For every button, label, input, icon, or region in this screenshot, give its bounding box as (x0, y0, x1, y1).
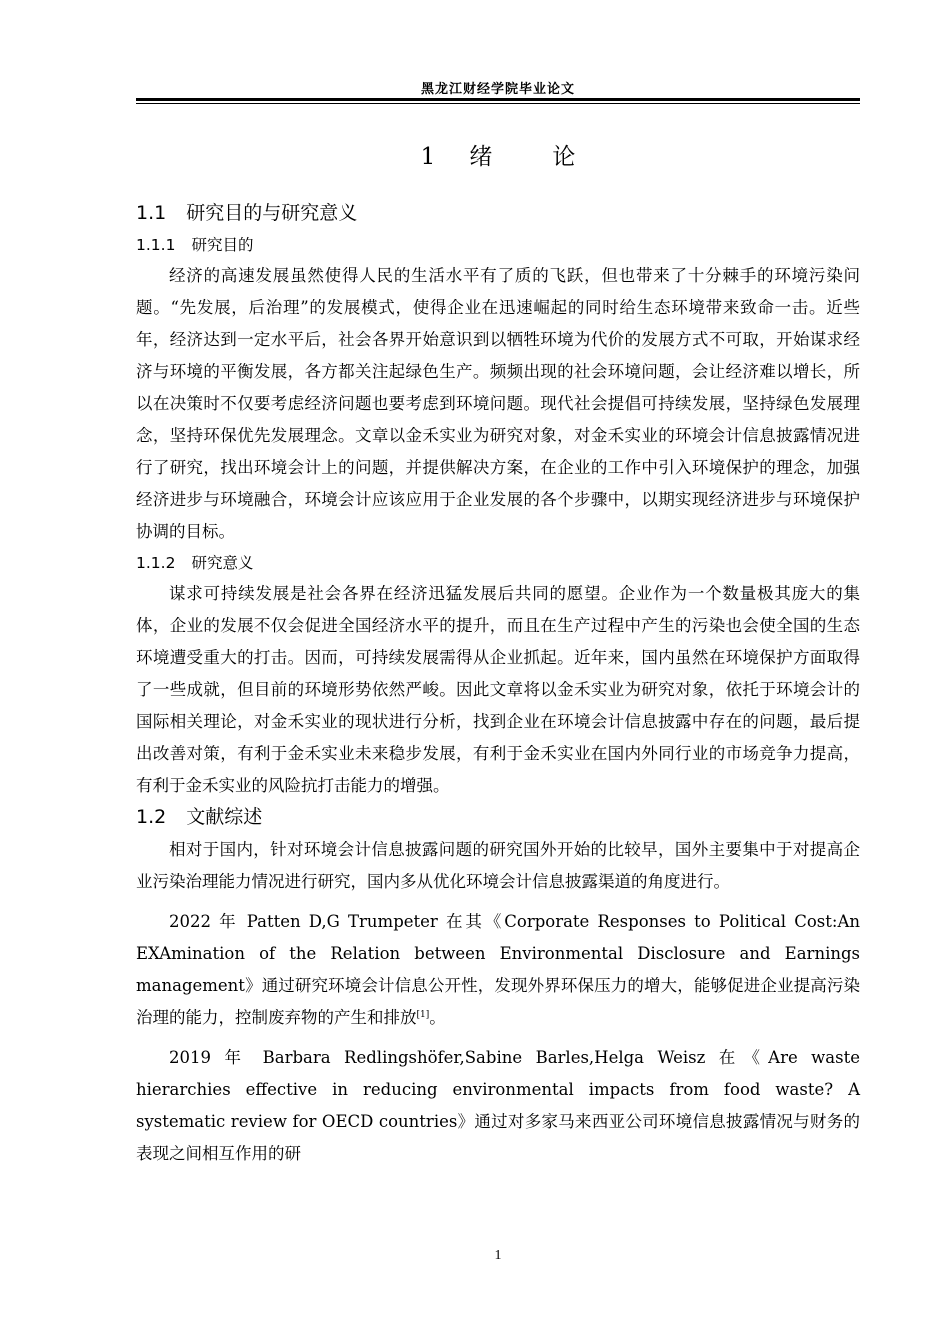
section-title: 研究目的与研究意义 (186, 202, 358, 224)
page-body (136, 198, 860, 1170)
chapter-number: 1 (420, 144, 436, 170)
paragraph-purpose: 经济的高速发展虽然使得人民的生活水平有了质的飞跃，但也带来了十分棘手的环境污染问题。“先发展，后治理”的发展模式，使得企业在迅速崛起的同时给生态环境带来致命一击。近些年，经济达到一定水平后，社会各界开始意识到以牺牲环境为代价的发展方式不可取，开始谋求经济与环境的平衡发展，各方都关注起绿色生产。频频出现的社会环境问题，会让经济难以增长，所以在决策时不仅要考虑经济问题也要考虑到环境问题。现代社会提倡可持续发展，坚持绿色发展理念，坚持环保优先发展理念。文章以金禾实业为研究对象，对金禾实业的环境会计信息披露情况进行了研究，找出环境会计上的问题，并提供解决方案，在企业的工作中引入环境保护的理念，加强经济进步与环境融合，环境会计应该应用于企业发展的各个步骤中，以期实现经济进步与环境保护协调的目标。 (136, 266, 860, 541)
section-number: 1.1.2 (136, 554, 176, 572)
section-heading-1-1-2 (136, 548, 860, 578)
paragraph-text: 2022 年 Patten D,G Trumpeter 在其《Corporate Responses to Political Cost:An EXAmination of the Relation between Environmental Disclosure and Earnings management》通过研究环境会计信息公开性，发现外界环保压力的增大，能够促进企业提高污染治理的能力，控制废弃物的产生和排放 (136, 912, 860, 1027)
running-header: 黑龙江财经学院毕业论文 (420, 82, 575, 97)
section-number: 1.1 (136, 202, 167, 224)
chapter-title-char-1: 绪 (469, 144, 493, 170)
section-title: 研究目的 (191, 236, 254, 254)
paragraph-end-punctuation: 。 (429, 1008, 446, 1027)
header-rule-thick (136, 98, 860, 101)
section-heading-1-1-1 (136, 230, 860, 260)
section-heading-1-2 (136, 802, 860, 834)
chapter-title (136, 140, 860, 174)
section-title: 研究意义 (191, 554, 254, 572)
header-rule-thin (136, 103, 860, 104)
paragraph-review-2019: 2019 年 Barbara Redlingshöfer,Sabine Barles,Helga Weisz 在《Are waste hierarchies effective in reducing environmental impacts from food waste? A systematic review for OECD countries》通过对多家马来西亚公司环境信息披露情况与财务的表现之间相互作用的研 (136, 1048, 860, 1163)
section-title: 文献综述 (186, 806, 263, 828)
page-number: 1 (494, 1248, 502, 1263)
paragraph-significance: 谋求可持续发展是社会各界在经济迅猛发展后共同的愿望。企业作为一个数量极其庞大的集体，企业的发展不仅会促进全国经济水平的提升，而且在生产过程中产生的污染也会使全国的生态环境遭受重大的打击。因而，可持续发展需得从企业抓起。近年来，国内虽然在环境保护方面取得了一些成就，但目前的环境形势依然严峻。因此文章将以金禾实业为研究对象，依托于环境会计的国际相关理论，对金禾实业的现状进行分析，找到企业在环境会计信息披露中存在的问题，最后提出改善对策，有利于金禾实业未来稳步发展，有利于金禾实业在国内外同行业的市场竞争力提高，有利于金禾实业的风险抗打击能力的增强。 (136, 584, 860, 795)
paragraph-review-intro: 相对于国内，针对环境会计信息披露问题的研究国外开始的比较早，国外主要集中于对提高企业污染治理能力情况进行研究，国内多从优化环境会计信息披露渠道的角度进行。 (136, 840, 860, 891)
citation-reference: [1] (416, 1010, 430, 1020)
chapter-title-char-2: 论 (552, 144, 576, 170)
section-number: 1.1.1 (136, 236, 176, 254)
section-heading-1-1 (136, 198, 860, 230)
paragraph-review-2022 (136, 906, 860, 1034)
section-number: 1.2 (136, 806, 167, 828)
